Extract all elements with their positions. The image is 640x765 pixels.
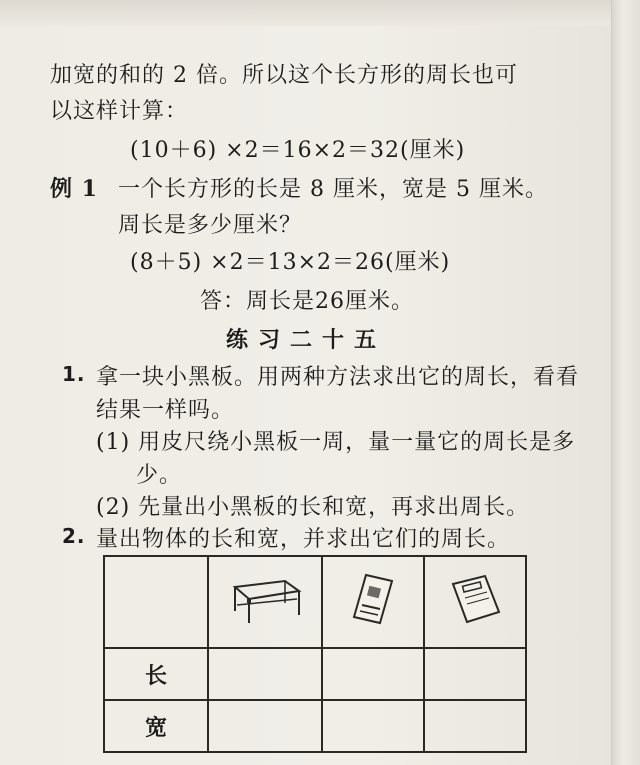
subquestion-text: (1) 用皮尺绕小黑板一周，量一量它的周长是多 — [96, 430, 576, 455]
example-answer: 答：周长是26厘米。 — [200, 289, 414, 314]
textbook-object-cell — [424, 556, 526, 648]
answer-cell — [208, 648, 322, 700]
answer-cell — [322, 648, 424, 700]
subquestion-text: (2) 先量出小黑板的长和宽，再求出周长。 — [96, 495, 530, 520]
question-number: 1. — [62, 362, 86, 386]
example-question: 周长是多少厘米？ — [118, 213, 303, 238]
corner-cell — [104, 556, 208, 648]
answer-cell — [424, 700, 526, 752]
subquestion-text: 少。 — [136, 463, 183, 488]
question-text: 拿一块小黑板。用两种方法求出它的周长，看看 — [96, 365, 580, 390]
formula-line: (10＋6) ×2＝16×2＝32(厘米) — [130, 138, 466, 163]
next-page-edge — [611, 0, 640, 765]
book-object-cell — [322, 556, 424, 648]
answer-cell — [424, 648, 526, 700]
text-line: 加宽的和的 2 倍。所以这个长方形的周长也可 — [50, 63, 518, 88]
example-label: 例 1 — [50, 176, 98, 202]
row-label-length: 长 — [104, 648, 208, 700]
exercise-title: 练习二十五 — [226, 327, 387, 353]
table-icon — [225, 569, 305, 629]
answer-cell — [322, 700, 424, 752]
text-line: 以这样计算： — [50, 99, 189, 124]
row-label-width: 宽 — [104, 700, 208, 752]
measurement-table — [103, 555, 527, 753]
question-text: 量出物体的长和宽，并求出它们的周长。 — [96, 527, 511, 552]
answer-cell — [208, 700, 322, 752]
textbook-icon — [445, 572, 505, 626]
picture-book-icon — [348, 571, 398, 627]
table-object-cell — [208, 556, 322, 648]
page-top-shadow — [0, 0, 612, 26]
question-number: 2. — [62, 524, 86, 548]
example-question: 一个长方形的长是 8 厘米，宽是 5 厘米。 — [118, 177, 548, 202]
question-text: 结果一样吗。 — [96, 398, 235, 423]
example-calculation: (8＋5) ×2＝13×2＝26(厘米) — [130, 250, 451, 275]
